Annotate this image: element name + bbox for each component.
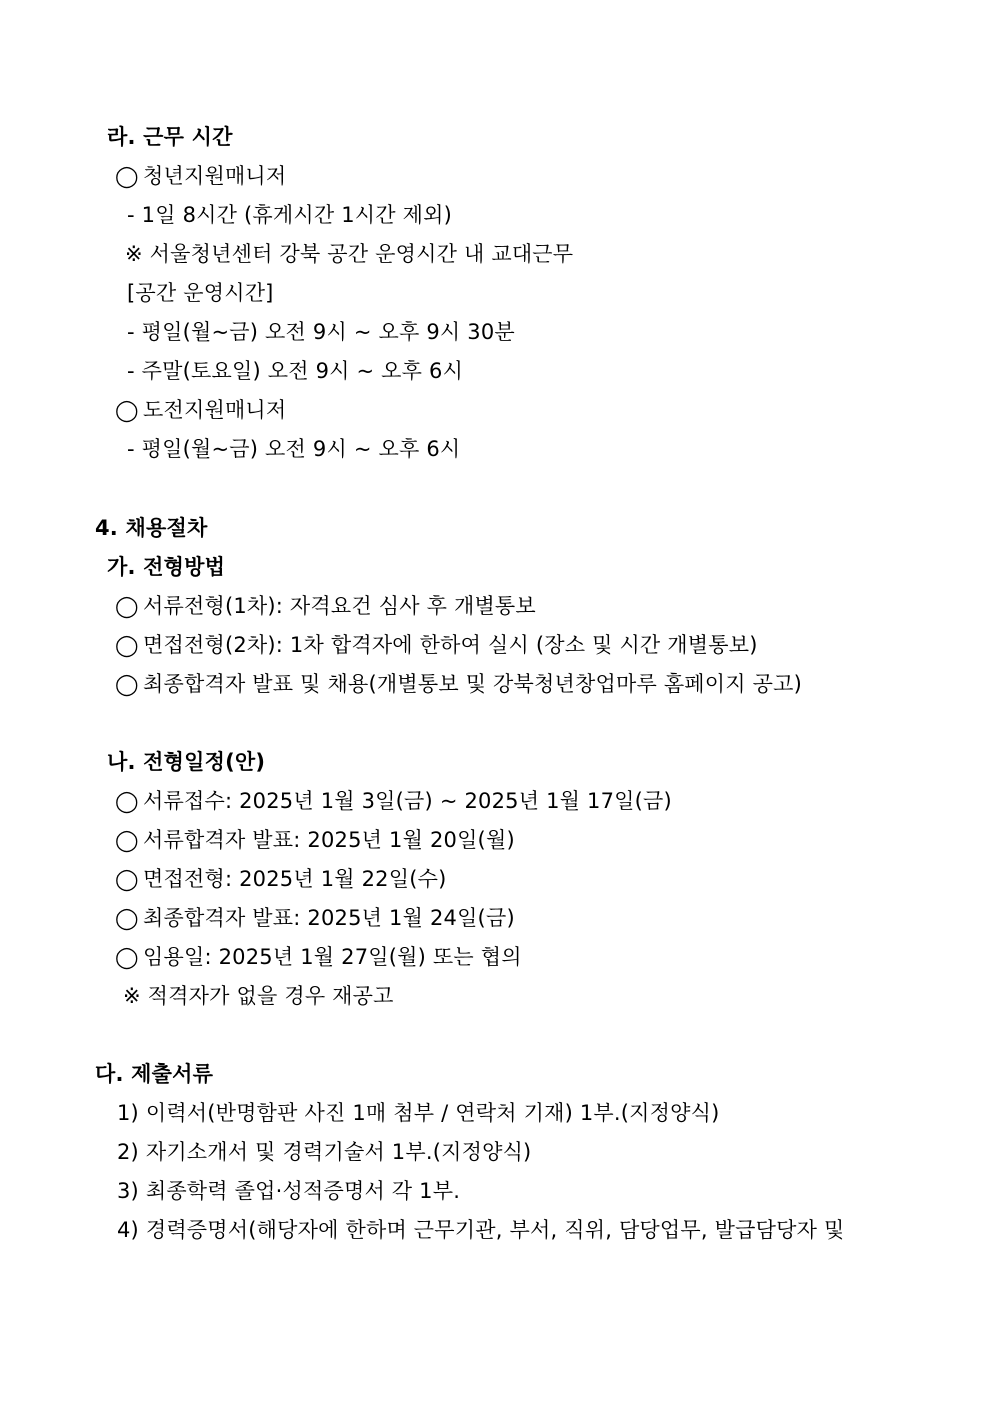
youth-manager-item (115, 163, 286, 189)
circle-bullet-icon: ◯ (115, 828, 139, 852)
circle-bullet-icon: ◯ (115, 164, 139, 188)
schedule-item-text: 임용일: 2025년 1월 27일(월) 또는 협의 (143, 945, 522, 969)
method-item-text: 면접전형(2차): 1차 합격자에 한하여 실시 (장소 및 시간 개별통보) (143, 633, 758, 657)
method-item-3 (115, 671, 802, 697)
document-item-1: 1) 이력서(반명함판 사진 1매 첨부 / 연락처 기재) 1부.(지정양식) (117, 1101, 720, 1125)
documents-heading: 다. 제출서류 (95, 1062, 214, 1086)
circle-bullet-icon: ◯ (115, 945, 139, 969)
circle-bullet-icon: ◯ (115, 789, 139, 813)
space-hours-label: [공간 운영시간] (127, 281, 274, 305)
document-item-4: 4) 경력증명서(해당자에 한하며 근무기관, 부서, 직위, 담당업무, 발급담당자 및 (117, 1218, 845, 1242)
schedule-item-2 (115, 827, 515, 853)
method-heading: 가. 전형방법 (107, 555, 226, 579)
schedule-item-4 (115, 905, 515, 931)
youth-manager-hours: - 1일 8시간 (휴게시간 1시간 제외) (127, 203, 452, 227)
work-hours-heading: 라. 근무 시간 (107, 125, 233, 149)
method-item-1 (115, 593, 536, 619)
schedule-item-1 (115, 788, 672, 814)
space-hours-weekday: - 평일(월~금) 오전 9시 ~ 오후 9시 30분 (127, 320, 515, 344)
document-item-3: 3) 최종학력 졸업·성적증명서 각 1부. (117, 1179, 461, 1203)
method-item-text: 최종합격자 발표 및 채용(개별통보 및 강북청년창업마루 홈페이지 공고) (143, 672, 803, 696)
schedule-item-5 (115, 944, 522, 970)
circle-bullet-icon: ◯ (115, 672, 139, 696)
circle-bullet-icon: ◯ (115, 906, 139, 930)
method-item-2 (115, 632, 758, 658)
schedule-note: ※ 적격자가 없을 경우 재공고 (123, 984, 394, 1008)
method-item-text: 서류전형(1차): 자격요건 심사 후 개별통보 (143, 594, 536, 618)
circle-bullet-icon: ◯ (115, 594, 139, 618)
circle-bullet-icon: ◯ (115, 867, 139, 891)
schedule-item-text: 서류합격자 발표: 2025년 1월 20일(월) (143, 828, 515, 852)
youth-manager-note: ※ 서울청년센터 강북 공간 운영시간 내 교대근무 (125, 242, 574, 266)
schedule-item-text: 서류접수: 2025년 1월 3일(금) ~ 2025년 1월 17일(금) (143, 789, 672, 813)
youth-manager-title: 청년지원매니저 (143, 164, 287, 188)
schedule-item-text: 면접전형: 2025년 1월 22일(수) (143, 867, 447, 891)
challenge-manager-title: 도전지원매니저 (143, 398, 287, 422)
space-hours-weekend: - 주말(토요일) 오전 9시 ~ 오후 6시 (127, 359, 464, 383)
schedule-heading: 나. 전형일정(안) (107, 750, 266, 774)
circle-bullet-icon: ◯ (115, 398, 139, 422)
schedule-item-3 (115, 866, 447, 892)
challenge-manager-item (115, 397, 286, 423)
procedure-heading: 4. 채용절차 (95, 516, 208, 540)
circle-bullet-icon: ◯ (115, 633, 139, 657)
challenge-manager-weekday: - 평일(월~금) 오전 9시 ~ 오후 6시 (127, 437, 461, 461)
schedule-item-text: 최종합격자 발표: 2025년 1월 24일(금) (143, 906, 515, 930)
document-item-2: 2) 자기소개서 및 경력기술서 1부.(지정양식) (117, 1140, 532, 1164)
